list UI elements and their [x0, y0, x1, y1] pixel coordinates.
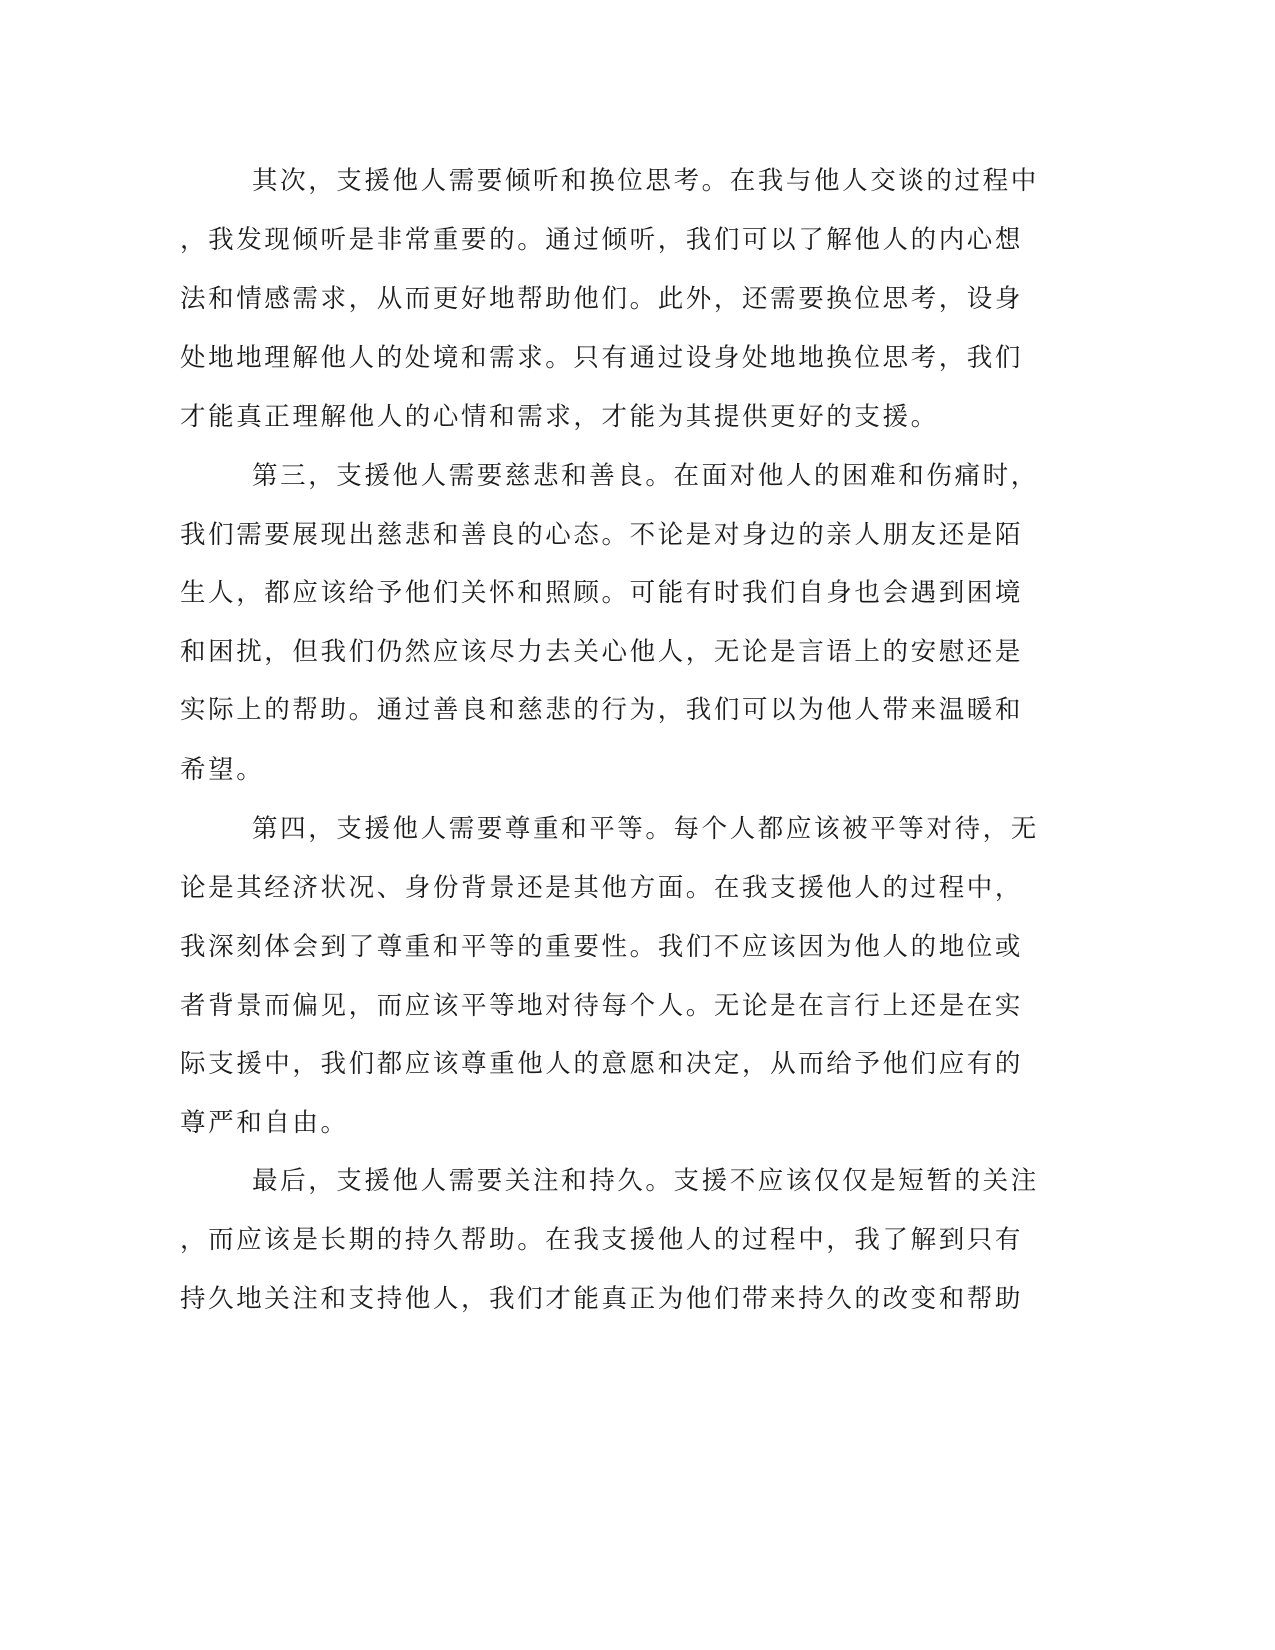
paragraph-line: 我深刻体会到了尊重和平等的重要性。我们不应该因为他人的地位或 — [180, 932, 1024, 962]
paragraph-line: 其次，支援他人需要倾听和换位思考。在我与他人交谈的过程中 — [252, 166, 1039, 196]
paragraph-line: 论是其经济状况、身份背景还是其他方面。在我支援他人的过程中， — [180, 873, 1024, 903]
paragraph-line: 第三，支援他人需要慈悲和善良。在面对他人的困难和伤痛时， — [252, 461, 1039, 491]
paragraph-line: 尊严和自由。 — [180, 1108, 349, 1138]
paragraph-line: 际支援中，我们都应该尊重他人的意愿和决定，从而给予他们应有的 — [180, 1049, 1024, 1079]
paragraph-line: 者背景而偏见，而应该平等地对待每个人。无论是在言行上还是在实 — [180, 991, 1024, 1021]
paragraph-line: 最后，支援他人需要关注和持久。支援不应该仅仅是短暂的关注 — [252, 1166, 1039, 1196]
paragraph-line: 法和情感需求，从而更好地帮助他们。此外，还需要换位思考，设身 — [180, 284, 1024, 314]
paragraph-line: 第四，支援他人需要尊重和平等。每个人都应该被平等对待，无 — [252, 814, 1039, 844]
paragraph-line: 和困扰，但我们仍然应该尽力去关心他人，无论是言语上的安慰还是 — [180, 637, 1024, 667]
paragraph-line: 我们需要展现出慈悲和善良的心态。不论是对身边的亲人朋友还是陌 — [180, 520, 1024, 550]
paragraph-line: ，而应该是长期的持久帮助。在我支援他人的过程中，我了解到只有 — [180, 1225, 1024, 1255]
paragraph-line: 希望。 — [180, 755, 265, 785]
paragraph-line: 生人，都应该给予他们关怀和照顾。可能有时我们自身也会遇到困境 — [180, 578, 1024, 608]
paragraph-line: 实际上的帮助。通过善良和慈悲的行为，我们可以为他人带来温暖和 — [180, 695, 1024, 725]
paragraph-line: ，我发现倾听是非常重要的。通过倾听，我们可以了解他人的内心想 — [180, 225, 1024, 255]
paragraph-line: 才能真正理解他人的心情和需求，才能为其提供更好的支援。 — [180, 402, 939, 432]
paragraph-line: 持久地关注和支持他人，我们才能真正为他们带来持久的改变和帮助 — [180, 1284, 1024, 1314]
paragraph-line: 处地地理解他人的处境和需求。只有通过设身处地地换位思考，我们 — [180, 343, 1024, 373]
